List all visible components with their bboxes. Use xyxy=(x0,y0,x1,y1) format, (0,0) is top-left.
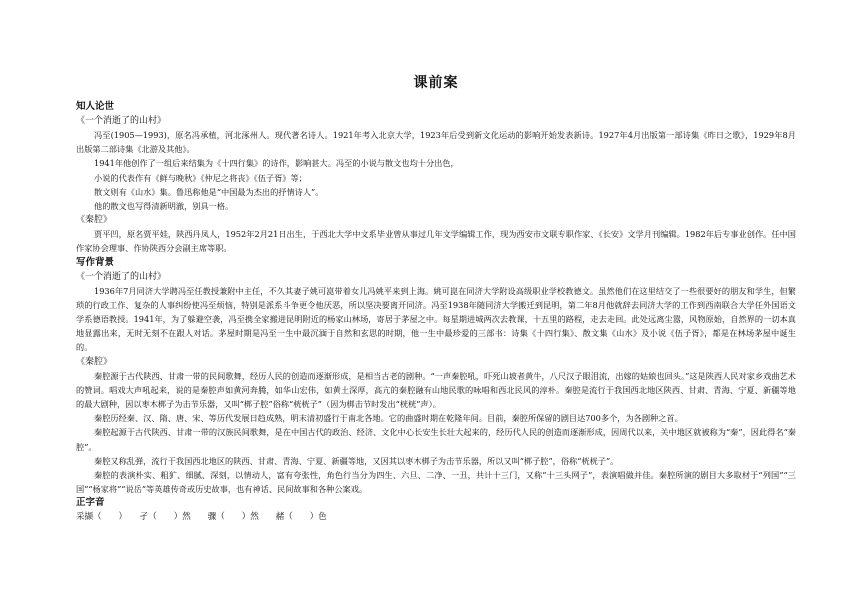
paragraph: 秦腔起源于古代陕西、甘肃一带的汉族民间歌舞，是在中国古代的政治、经济、文化中心长安生长壮大起来的，经历代人民的创造而逐渐形成，因周代以来，关中地区就被称为“秦”，因此得名“秦腔”。 xyxy=(76,427,796,452)
section-heading: 正字音 xyxy=(76,497,105,509)
paragraph: 冯至(1905—1993)，原名冯承植，河北涿州人。现代著名诗人。1921年考入北京大学，1923年后受到新文化运动的影响开始发表新诗。1927年4月出版第一部诗集《昨日之歌》，1929年8月出版第二部诗集《北游及其他》。 xyxy=(76,130,796,155)
section-heading: 写作背景 xyxy=(76,256,115,268)
section-heading: 知人论世 xyxy=(76,101,115,112)
work-title: 《一个消逝了的山村》 xyxy=(76,271,167,282)
paragraph: 小说的代表作有《鲜与晚秋》《仲尼之将丧》《伍子胥》等； xyxy=(94,172,307,183)
paragraph: 秦腔又称乱弹，流行于我国西北地区的陕西、甘肃、青海、宁夏、新疆等地，又因其以枣木梆子为击节乐器，所以又叫“梆子腔”，俗称“桄桄子”。 xyxy=(94,455,619,466)
paragraph: 贾平凹，原名贾平娃，陕西丹凤人，1952年2月21日出生，于西北大学中文系毕业曾从事过几年文学编辑工作，现为西安市文联专职作家、《长安》文学月刊编辑。1982年后专事业创作。任中国作家协会理事、作协陕西分会副主席等职。 xyxy=(76,229,796,254)
pronunciation-exercise: 采撷（ ） 孑（ ）然 骤（ ）然 赭（ ）色 xyxy=(76,512,327,523)
document-page xyxy=(76,72,796,524)
paragraph: 秦腔历经秦、汉、隋、唐、宋、等历代发展日趋成熟，明末清初盛行于南北各地。它的曲盛时期在乾隆年间。目前，秦腔所保留的剧目达700多个，为各剧种之首。 xyxy=(94,413,683,424)
paragraph: 秦腔的表演朴实、粗犷、细腻、深刻，以情动人，富有夸张性，角色行当分为四生、六旦、二净、一丑，共计十三门，又称“十三头网子”，表演唱做并佳。秦腔所演的剧目大多取材于“列国”“三国”“杨家将”“说岳”等英雄传奇或历史故事，也有神话、民间故事和各种公案戏。 xyxy=(76,470,796,495)
work-title: 《秦腔》 xyxy=(76,356,113,367)
page-title: 课前案 xyxy=(413,75,459,91)
work-title: 《一个消逝了的山村》 xyxy=(76,116,167,126)
paragraph: 1941年他创作了一组后来结集为《十四行集》的诗作，影响甚大。冯至的小说与散文也均十分出色， xyxy=(94,158,459,169)
work-title: 《秦腔》 xyxy=(76,215,113,226)
paragraph: 他的散文也写得清新明澈，别具一格。 xyxy=(94,201,234,212)
paragraph: 秦腔源于古代陕西、甘肃一带的民间歌舞，经历人民的创造而逐渐形成，是相当古老的剧种。“一声秦腔吼，吓死山坡者黄牛，八尺汉子眼泪流，出嫁的姑娘也回头。”这是陕西人民对家乡戏曲艺术的赞词。唱戏大声吼起来，说的是秦腔声如黄河奔腾，如华山宏伟，如黄土深厚，高亢的秦腔融有山地民歌的咏唱和西北民风的淳朴。秦腔是流行于我国西北地区陕西、甘肃、青海、宁夏、新疆等地的最大剧种，因以枣木梆子为击节乐器，又叫“梆子腔”俗称“桄桄子”（因为梆击节时发出“桄桄”声）。 xyxy=(76,370,796,410)
paragraph: 1936年7月同济大学聘冯至任教授兼附中主任，不久其妻子姚可崑带着女儿冯姚平来到上海。姚可崑在同济大学附设高级职业学校教德文。虽然他们在这里结交了一些很要好的朋友和学生，但繁琐的行政工作、复杂的人事纠纷使冯至烦恼，特别是派系斗争更令他厌恶，所以坚决要离开同济。冯至1938年随同济大学搬迁到昆明，第二年8月他就辞去同济大学的工作到西南联合大学任外国语文学系德语教授。1941年，为了躲避空袭，冯至携全家搬进昆明附近的杨家山林场，寄居于茅屋之中。每星期进城两次去教课，十五里的路程，走去走回。此处远离尘嚣，风物原始，自然界的一切本真地显露出来，无时无刻不在跟人对话。茅屋时期是冯至一生中最沉湎于自然和玄思的时期，他一生中最珍爱的三部书：诗集《十四行集》、散文集《山水》及小说《伍子胥》，都是在林场茅屋中诞生的。 xyxy=(76,285,796,353)
paragraph: 散文则有《山水》集。鲁迅称他是“中国最为杰出的抒情诗人”。 xyxy=(94,186,324,197)
document-body xyxy=(76,100,796,524)
